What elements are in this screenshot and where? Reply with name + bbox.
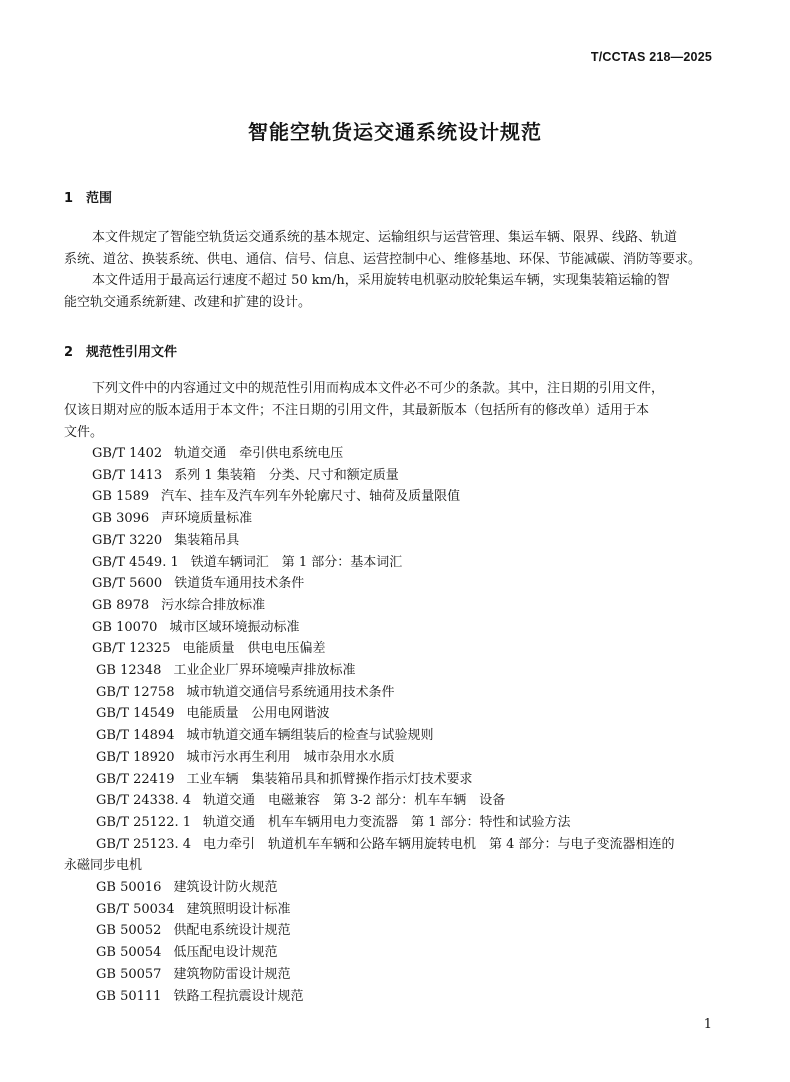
reference-item xyxy=(96,877,277,899)
reference-title: 城市区域环境振动标准 xyxy=(169,619,300,635)
reference-title: 工业车辆 集装箱吊具和抓臂操作指示灯技术要求 xyxy=(186,771,473,787)
reference-item xyxy=(96,660,355,682)
reference-title: 铁道货车通用技术条件 xyxy=(174,576,305,592)
reference-title: 轨道交通 牵引供电系统电压 xyxy=(174,446,344,461)
reference-title: 污水综合排放标准 xyxy=(161,597,266,613)
reference-title: 轨道交通 机车车辆用电力变流器 第 1 部分：特性和试验方法 xyxy=(203,814,571,830)
section-heading-normative-references xyxy=(64,341,177,360)
reference-title: 电能质量 供电电压偏差 xyxy=(182,641,326,657)
reference-code: GB/T 5600 xyxy=(92,576,163,592)
reference-title-continuation: 永磁同步电机 xyxy=(64,858,143,874)
reference-code: GB 50054 xyxy=(96,945,162,961)
page-number: 1 xyxy=(703,1017,712,1032)
reference-item xyxy=(92,530,239,552)
reference-code: GB/T 18920 xyxy=(96,749,175,765)
reference-code: GB 3096 xyxy=(92,511,150,527)
standard-code: T/CCTAS 218—2025 xyxy=(590,50,712,64)
reference-code: GB/T 14549 xyxy=(96,706,175,722)
reference-code: GB 50016 xyxy=(96,880,162,895)
reference-code: GB 10070 xyxy=(92,619,158,635)
paragraph-line: 仅该日期对应的版本适用于本文件；不注日期的引用文件，其最新版本（包括所有的修改单）适用于本 xyxy=(64,403,650,418)
reference-item xyxy=(96,790,505,812)
reference-item xyxy=(96,769,473,791)
reference-title: 工业企业厂界环境噪声排放标准 xyxy=(173,663,356,678)
reference-code: GB 12348 xyxy=(96,663,162,678)
reference-title: 声环境质量标准 xyxy=(161,511,253,527)
reference-title: 城市轨道交通信号系统通用技术条件 xyxy=(186,684,395,700)
reference-title: 建筑物防雷设计规范 xyxy=(173,966,291,982)
section-number: 2 xyxy=(64,345,74,360)
scope-paragraph-2 xyxy=(64,270,726,314)
references-intro xyxy=(64,378,726,444)
reference-title: 铁道车辆词汇 第 1 部分：基本词汇 xyxy=(190,554,403,570)
section-number: 1 xyxy=(64,191,74,206)
reference-title: 建筑照明设计标准 xyxy=(186,901,291,917)
reference-code: GB/T 12758 xyxy=(96,684,175,700)
paragraph-line: 本文件适用于最高运行速度不超过 50 km/h，采用旋转电机驱动胶轮集运车辆，实现集装箱运输的智 xyxy=(92,273,670,288)
reference-code: GB/T 1402 xyxy=(92,446,163,461)
reference-item xyxy=(92,443,343,465)
reference-item xyxy=(96,682,395,704)
paragraph-line: 能空轨交通系统新建、改建和扩建的设计。 xyxy=(64,295,312,310)
reference-code: GB/T 1413 xyxy=(92,467,163,483)
reference-title: 系列 1 集装箱 分类、尺寸和额定质量 xyxy=(174,467,399,483)
reference-code: GB 1589 xyxy=(92,489,150,505)
reference-code: GB/T 14894 xyxy=(96,728,175,744)
reference-item xyxy=(96,747,395,769)
document-title: 智能空轨货运交通系统设计规范 xyxy=(248,120,542,144)
reference-title: 低压配电设计规范 xyxy=(173,945,278,961)
section-title: 范围 xyxy=(86,191,113,206)
reference-item xyxy=(96,942,277,964)
reference-item xyxy=(96,899,291,921)
section-title: 规范性引用文件 xyxy=(86,345,178,360)
reference-code: GB 8978 xyxy=(92,597,150,613)
paragraph-line: 本文件规定了智能空轨货运交通系统的基本规定、运输组织与运营管理、集运车辆、限界、线路、轨道 xyxy=(92,230,678,245)
reference-title: 铁路工程抗震设计规范 xyxy=(173,988,304,1004)
reference-code: GB 50052 xyxy=(96,923,162,939)
reference-code: GB/T 3220 xyxy=(92,532,163,548)
reference-item xyxy=(96,725,434,747)
reference-item xyxy=(96,920,290,942)
paragraph-line: 下列文件中的内容通过文中的规范性引用而构成本文件必不可少的条款。其中，注日期的引用文件， xyxy=(92,381,665,396)
reference-item xyxy=(92,617,299,639)
reference-item xyxy=(92,573,304,595)
reference-item xyxy=(92,465,399,487)
reference-title: 建筑设计防火规范 xyxy=(173,880,278,895)
reference-item xyxy=(96,834,675,856)
reference-code: GB 50057 xyxy=(96,966,162,982)
reference-item xyxy=(92,595,265,617)
reference-code: GB/T 25122. 1 xyxy=(96,814,192,830)
paragraph-line: 文件。 xyxy=(64,425,104,440)
reference-title: 汽车、挂车及汽车列车外轮廓尺寸、轴荷及质量限值 xyxy=(161,489,461,505)
reference-item xyxy=(96,703,330,725)
reference-code: GB 50111 xyxy=(96,988,162,1004)
scope-paragraph-1 xyxy=(64,227,726,271)
reference-title: 轨道交通 电磁兼容 第 3-2 部分：机车车辆 设备 xyxy=(203,793,506,809)
paragraph-line: 系统、道岔、换装系统、供电、通信、信号、信息、运营控制中心、维修基地、环保、节能减碳、消防等要求。 xyxy=(64,252,702,267)
reference-title: 电能质量 公用电网谐波 xyxy=(186,706,330,722)
reference-title: 供配电系统设计规范 xyxy=(173,923,291,939)
reference-item xyxy=(96,812,571,834)
reference-title: 城市污水再生利用 城市杂用水水质 xyxy=(186,749,395,765)
reference-title: 集装箱吊具 xyxy=(174,532,240,548)
reference-item xyxy=(96,986,303,1008)
reference-title: 电力牵引 轨道机车车辆和公路车辆用旋转电机 第 4 部分：与电子变流器相连的 xyxy=(203,836,675,852)
reference-item xyxy=(92,486,460,508)
reference-code: GB/T 25123. 4 xyxy=(96,836,192,852)
reference-title: 城市轨道交通车辆组装后的检查与试验规则 xyxy=(186,728,434,744)
reference-item xyxy=(92,508,252,530)
reference-code: GB/T 12325 xyxy=(92,641,171,657)
reference-code: GB/T 50034 xyxy=(96,901,175,917)
reference-item xyxy=(96,964,290,986)
reference-item xyxy=(92,552,402,574)
reference-item xyxy=(92,638,326,660)
reference-code: GB/T 24338. 4 xyxy=(96,793,192,809)
section-heading-scope xyxy=(64,187,112,206)
reference-code: GB/T 22419 xyxy=(96,771,175,787)
reference-code: GB/T 4549. 1 xyxy=(92,554,179,570)
